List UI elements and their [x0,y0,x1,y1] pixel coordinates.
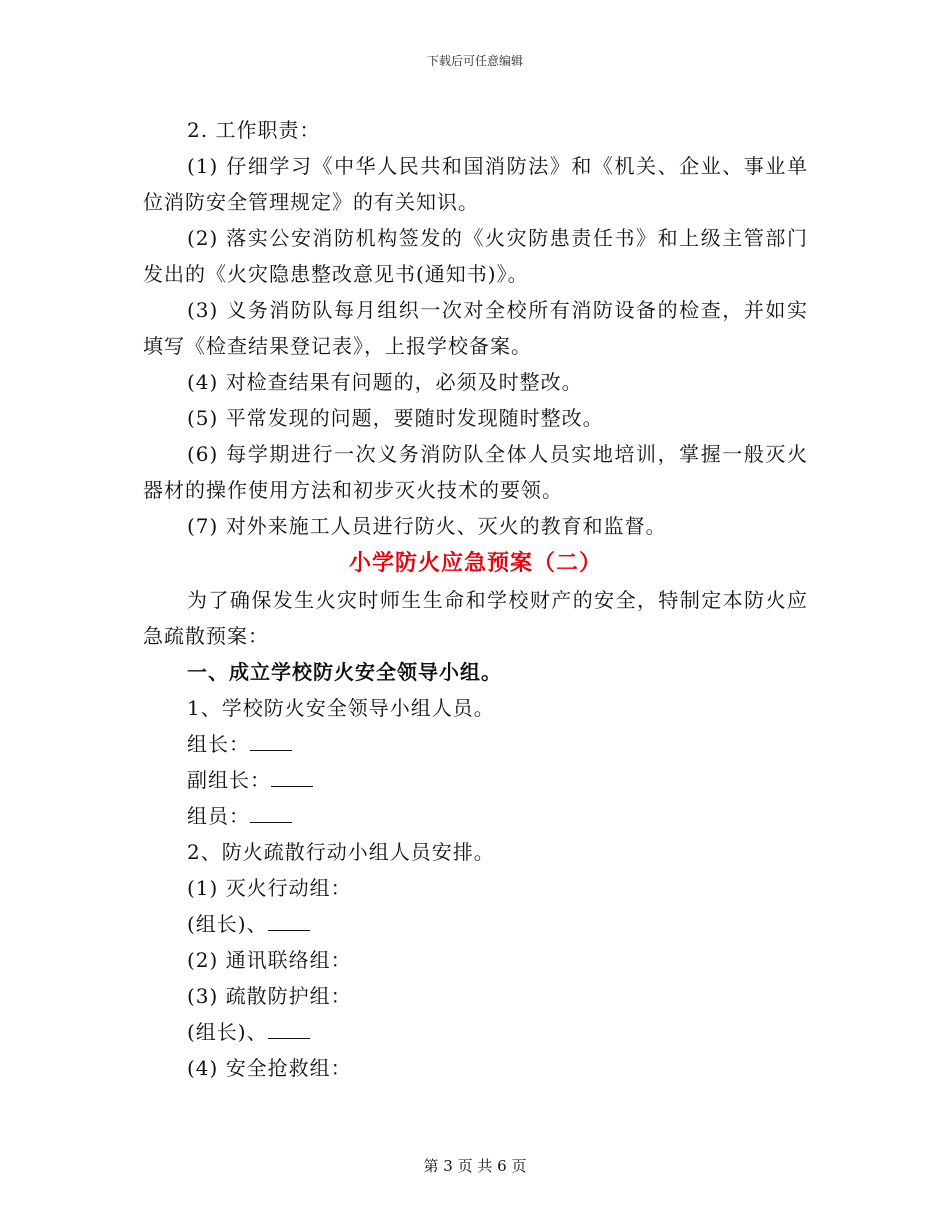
duty-item-1: (1) 仔细学习《中华人民共和国消防法》和《机关、企业、事业单位消防安全管理规定》的有关知识。 [143,154,808,214]
duty-item-5: (5) 平常发现的问题，要随时发现随时整改。 [187,406,604,430]
evac-group: (3) 疏散防护组： [187,984,352,1008]
firefight-leader-line [143,906,808,942]
duty-item-7: (7) 对外来施工人员进行防火、灭火的教育和监督。 [187,514,667,538]
intro-paragraph: 为了确保发生火灾时师生生命和学校财产的安全，特制定本防火应急疏散预案： [143,588,808,648]
member-line [143,798,808,834]
duty-item-6: (6) 每学期进行一次义务消防队全体人员实地培训，掌握一般灭火器材的操作使用方法和初步灭火技术的要领。 [143,442,808,502]
page-header: 下载后可任意编辑 [426,54,523,68]
duty-item-4: (4) 对检查结果有问题的，必须及时整改。 [187,370,583,394]
duty-item-2: (2) 落实公安消防机构签发的《火灾防患责任书》和上级主管部门发出的《火灾隐患整改意见书(通知书)》。 [143,226,808,286]
document-body [143,112,808,1086]
leader-label: 组长： [187,732,250,756]
evac-leader-label: (组长)、 [187,1020,268,1044]
member-label: 组员： [187,804,250,828]
section-title: 小学防火应急预案（二） [348,550,602,576]
duty-title: 2. 工作职责： [187,118,321,142]
duty-item-3: (3) 义务消防队每月组织一次对全校所有消防设备的检查，并如实填写《检查结果登记表》，上报学校备案。 [143,298,808,358]
vice-leader-blank [271,766,313,787]
leader-group-title: 1、学校防火安全领导小组人员。 [187,696,495,720]
comm-group: (2) 通讯联络组： [187,948,352,972]
firefight-group: (1) 灭火行动组： [187,876,352,900]
page-footer: 第 3 页 共 6 页 [423,1157,527,1175]
vice-leader-label: 副组长： [187,768,271,792]
leader-blank [250,730,292,751]
firefight-leader-label: (组长)、 [187,912,268,936]
evac-title: 2、防火疏散行动小组人员安排。 [187,840,495,864]
firefight-leader-blank [268,910,310,931]
evac-leader-blank [268,1018,310,1039]
member-blank [250,802,292,823]
rescue-group: (4) 安全抢救组： [187,1056,352,1080]
vice-leader-line [143,762,808,798]
part1-heading: 一、成立学校防火安全领导小组。 [187,660,502,684]
leader-line [143,726,808,762]
evac-leader-line [143,1014,808,1050]
